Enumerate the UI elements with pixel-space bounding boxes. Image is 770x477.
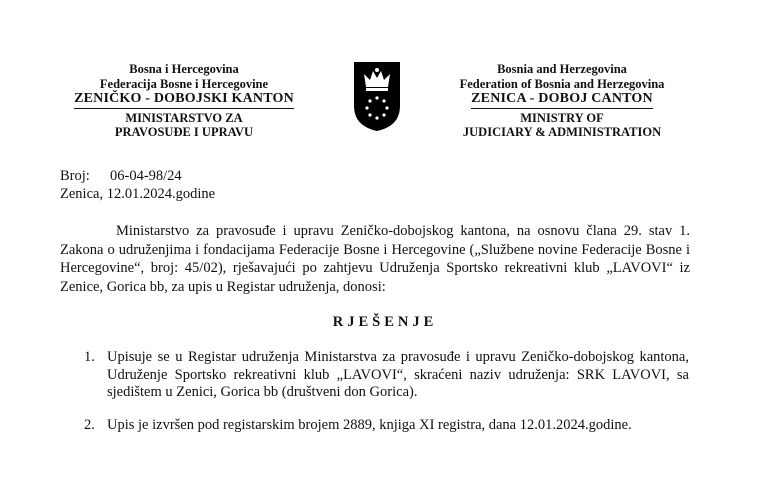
intro-paragraph: Ministarstvo za pravosuđe i upravu Zeničko-dobojskog kantona, na osnovu člana 29. stav 1. Zakona o udruženjima i fondacijama Federacije Bosne i Hercegovine („Službene novine Federacije Bosne i Hercegovine“, broj: 45/02), rješavajući po zahtjevu Udruženja Sportsko rekreativni klub „LAVOVI“ iz Zenice, Gorica bb, za upis u Registar udruženja, donosi:: [60, 223, 690, 295]
header-right-country: Bosnia and Herzegovina: [497, 62, 627, 76]
header-left: [68, 62, 300, 140]
decision-item-number: 1.: [84, 349, 95, 365]
header-left-federation: Federacija Bosne i Hercegovine: [99, 76, 269, 91]
decision-item: [84, 349, 689, 402]
header-right-canton: ZENICA - DOBOJ CANTON: [471, 92, 653, 109]
place-date: Zenica, 12.01.2024.godine: [60, 186, 216, 202]
reference-number-label: Broj:: [60, 168, 90, 184]
header-right: [442, 62, 682, 140]
header-right-federation: Federation of Bosnia and Herzegovina: [459, 76, 665, 91]
header-right-ministry-line1: MINISTRY OF: [520, 110, 604, 125]
header-left-ministry-line2: PRAVOSUĐE I UPRAVU: [114, 125, 254, 139]
decision-item: [84, 417, 689, 435]
decision-item-text: Upis je izvršen pod registarskim brojem 2889, knjiga XI registra, dana 12.01.2024.godine.: [107, 417, 632, 433]
reference-block: [60, 167, 215, 203]
crown-shield-stars-icon: [352, 60, 402, 132]
document-title: RJEŠENJE: [332, 314, 438, 330]
header-right-ministry-line2: JUDICIARY & ADMINISTRATION: [462, 125, 662, 139]
header-left-ministry-line1: MINISTARSTVO ZA: [125, 110, 243, 125]
reference-number: [60, 167, 215, 185]
reference-number-value: 06-04-98/24: [110, 168, 182, 184]
header-left-country: Bosna i Hercegovina: [129, 62, 239, 76]
decision-item-number: 2.: [84, 417, 95, 433]
header-left-canton: ZENIČKO - DOBOJSKI KANTON: [74, 92, 294, 109]
decision-item-text: Upisuje se u Registar udruženja Ministarstva za pravosuđe i upravu Zeničko-dobojskog kantona, Udruženje Sportsko rekreativni klub „LAVOVI“, skraćeni naziv udruženja: SRK LAVOVI, sa sjedištem u Zenici, Gorica bb (društveni don Gorica).: [107, 349, 689, 400]
